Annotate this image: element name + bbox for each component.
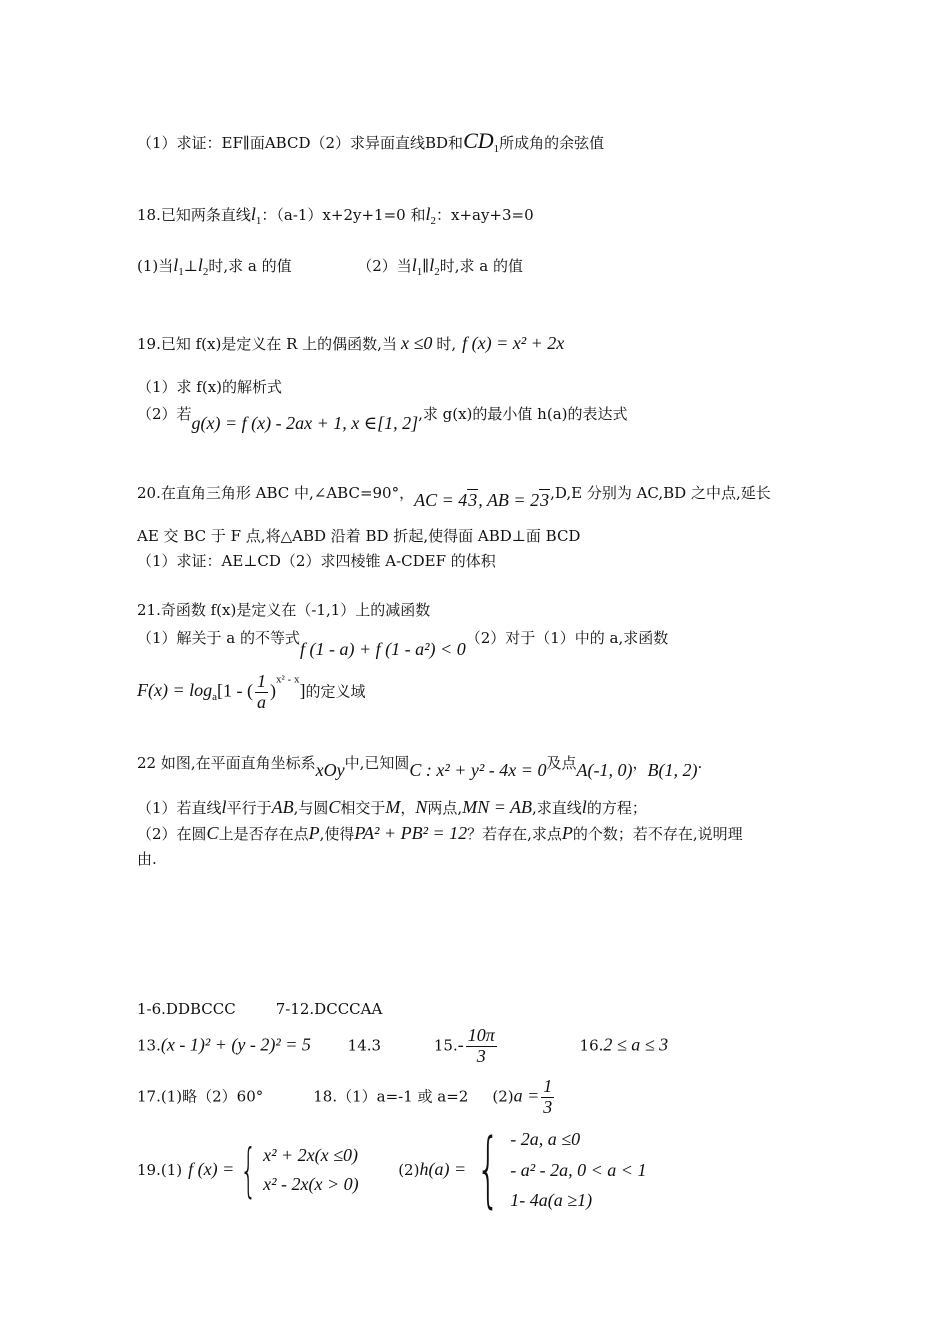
answers-17-18: 17.(1)略（2）60° 18.（1）a=-1 或 a=2 (2)a = $\frac{1}{3}$ xyxy=(137,1076,553,1117)
q18-questions: (1)当$l_1\perp l_2$时,求 a 的值 （2）当$l_1\parallel l_2$时,求 a 的值 xyxy=(137,255,523,278)
q21-part1: （1）解关于 a 的不等式f (1 - a) + f (1 - a²) < 0（2）对于（1）中的 a,求函数 xyxy=(137,629,669,659)
answers-19: 19.(1) f (x) = { x² + 2x(x ≤0) x² - 2x(x > 0) (2)h(a) = { - 2a, a ≤0 - a² - 2a, 0 < a < 1 1- 4a(a ≥1) xyxy=(137,1121,647,1217)
l1-symbol: $l_1$ xyxy=(250,204,262,227)
q22-part2-end: 由. xyxy=(137,850,157,868)
q21-stem: 21.奇函数 f(x)是定义在（-1,1）上的减函数 xyxy=(137,601,431,619)
q20-line3: （1）求证：AE⊥CD（2）求四棱锥 A-CDEF 的体积 xyxy=(137,552,496,570)
q22-part1: （1）若直线l平行于AB,与圆C相交于M，N两点,MN = AB,求直线l的方程； xyxy=(137,797,647,817)
q19-part2: （2）若g(x) = f (x) - 2ax + 1, x ∈[1, 2],求 g(x)的最小值 h(a)的表达式 xyxy=(137,405,628,433)
q19-function: f (x) = x² + 2x xyxy=(462,333,565,353)
q22-part2: （2）在圆C上是否存在点P,使得PA² + PB² = 12？若存在,求点P的个数；若不存在,说明理 xyxy=(137,823,743,843)
q22-stem: 22 如图,在平面直角坐标系xOy中,已知圆C : x² + y² - 4x = 0及点A(-1, 0)，B(1, 2). xyxy=(137,754,703,780)
q21-function: $F(x) = \log_a[1$ - ( $\frac{1}{a}$ )$^{x^2 - x}$]的定义域 xyxy=(137,671,366,712)
q17-cd1: $CD_1$ xyxy=(463,128,500,155)
q20-stem: 20.在直角三角形 ABC 中,∠ABC=90°，AC = 43, AB = 23,D,E 分别为 AC,BD 之中点,延长 xyxy=(137,484,771,510)
q17-text: （1）求证：EF∥面ABCD（2）求异面直线BD和 xyxy=(137,134,464,152)
q17-tail: 所成角的余弦值 xyxy=(499,134,605,152)
answers-1-12: 1-6.DDBCCC 7-12.DCCCAA xyxy=(137,1000,383,1018)
q18-stem: 18.已知两条直线$l_1$：（a-1）x+2y+1=0 和$l_2$：x+ay+3=0 xyxy=(137,204,534,227)
q17-part xyxy=(137,128,604,156)
q19-part1: （1）求 f(x)的解析式 xyxy=(137,378,283,396)
q20-line2: AE 交 BC 于 F 点,将△ABD 沿着 BD 折起,使得面 ABD⊥面 BCD xyxy=(137,527,581,545)
l2-symbol: $l_2$ xyxy=(425,204,436,227)
q19-stem: 19.已知 f(x)是定义在 R 上的偶函数,当 x ≤0 时, f (x) = x² + 2x xyxy=(137,333,565,353)
answers-13-16: 13.(x - 1)² + (y - 2)² = 5 14.3 15.- $\frac{10\pi}{3}$ 16.2 ≤ a ≤ 3 xyxy=(137,1025,669,1066)
